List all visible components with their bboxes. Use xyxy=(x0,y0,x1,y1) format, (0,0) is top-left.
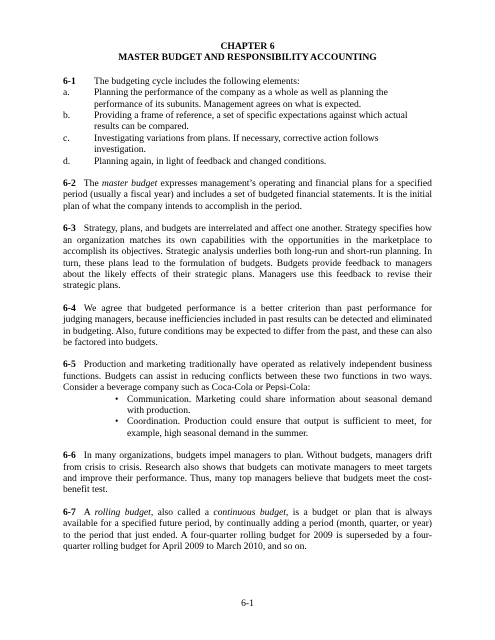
list-item-text: Planning again, in light of feedback and changed conditions. xyxy=(94,155,327,167)
chapter-heading: CHAPTER 6 xyxy=(220,41,275,52)
bullet-text: Communication. Marketing could share information about seasonal demand with production. xyxy=(127,393,432,416)
paragraph-text: expresses management’s operating and financial plans for a specified period (usually a fiscal year) and includes a set of budgeted financial statements. It is the initial plan of what the company intends to accomplish in the period. xyxy=(63,178,432,212)
question-6-3 xyxy=(63,223,432,291)
paragraph-text: The xyxy=(83,178,102,190)
paragraph-text: Strategy, plans, and budgets are interrelated and affect one another. Strategy specifies how an organization matches its own capabilities with the opportunities in the marketplace to accomplish its objectives. Strategic analysis underlies both long-run and short-run planning. In turn, these plans lead to the formulation of budgets. Budgets provide feedback to managers about the likely effects of their strategic plans. Managers use this feedback to revise their strategic plans. xyxy=(63,223,432,292)
question-6-6 xyxy=(63,450,432,496)
question-number: 6-6 xyxy=(63,450,76,462)
question-6-2 xyxy=(63,178,432,212)
list-item xyxy=(63,87,432,110)
term-rolling-budget: rolling budget, xyxy=(94,506,154,518)
list-item-label: b. xyxy=(63,110,71,122)
question-number: 6-5 xyxy=(63,359,76,371)
question-6-7 xyxy=(63,507,432,553)
list-item-text: Providing a frame of reference, a set of specific expectations against which actual results can be compared. xyxy=(94,110,408,133)
bullet-text: Coordination. Production could ensure that output is sufficient to meet, for example, high seasonal demand in the summer. xyxy=(127,416,432,439)
bullet-icon: • xyxy=(115,416,119,428)
term-continuous-budget: continuous budget, xyxy=(213,506,289,518)
question-intro: The budgeting cycle includes the following elements: xyxy=(94,75,300,87)
paragraph-text: also called a xyxy=(153,506,214,518)
paragraph-text: Production and marketing traditionally have operated as relatively independent business functions. Budgets can assist in reducing conflicts between these two functions in two ways. Consider a beverage company such as Coca-Cola or Pepsi-Cola: xyxy=(63,359,432,394)
list-item xyxy=(63,156,432,167)
bullet-item xyxy=(115,393,432,417)
page-number: 6-1 xyxy=(241,598,254,609)
question-number: 6-7 xyxy=(63,506,76,518)
question-number: 6-1 xyxy=(63,75,76,87)
question-6-5 xyxy=(63,359,432,439)
list-item-label: c. xyxy=(63,132,70,144)
chapter-title: MASTER BUDGET AND RESPONSIBILITY ACCOUNTING xyxy=(118,52,377,64)
list-item-label: a. xyxy=(63,87,70,99)
paragraph-text: A xyxy=(83,506,95,518)
bullet-icon: • xyxy=(115,393,119,405)
list-item xyxy=(63,133,432,156)
list-item-text: Investigating variations from plans. If necessary, corrective action follows investigation. xyxy=(94,132,379,156)
paragraph-text: is a budget or plan that is always available for a specified future period, by continually adding a period (month, quarter, or year) to the period that just ended. A four-quarter rolling budget for 2009 is superseded by a four-quarter rolling budget for April 2009 to March 2010, and so on. xyxy=(63,506,432,553)
question-number: 6-4 xyxy=(63,302,76,314)
paragraph-text: We agree that budgeted performance is a better criterion than past performance for judging managers, because inefficiencies included in past results can be detected and eliminated in budgeting. Also, future conditions may be expected to differ from the past, and these can also be factored into budgets. xyxy=(63,302,432,348)
bullet-item xyxy=(115,416,432,439)
term-master-budget: master budget xyxy=(101,178,158,190)
question-number: 6-3 xyxy=(63,223,76,235)
question-6-1 xyxy=(63,76,432,167)
bullet-list xyxy=(63,394,432,440)
paragraph-text: In many organizations, budgets impel managers to plan. Without budgets, managers drift from crisis to crisis. Research also shows that budgets can motivate managers to meet targets and improve their performance. Thus, many top managers believe that budgets meet the cost-benefit test. xyxy=(63,450,432,496)
list-item-label: d. xyxy=(63,155,71,167)
question-number: 6-2 xyxy=(63,178,76,190)
list-item-text: Planning the performance of the company as a whole as well as planning the performance of its subunits. Management agrees on what is expected. xyxy=(94,87,388,110)
list-item xyxy=(63,110,432,133)
question-6-4 xyxy=(63,303,432,349)
